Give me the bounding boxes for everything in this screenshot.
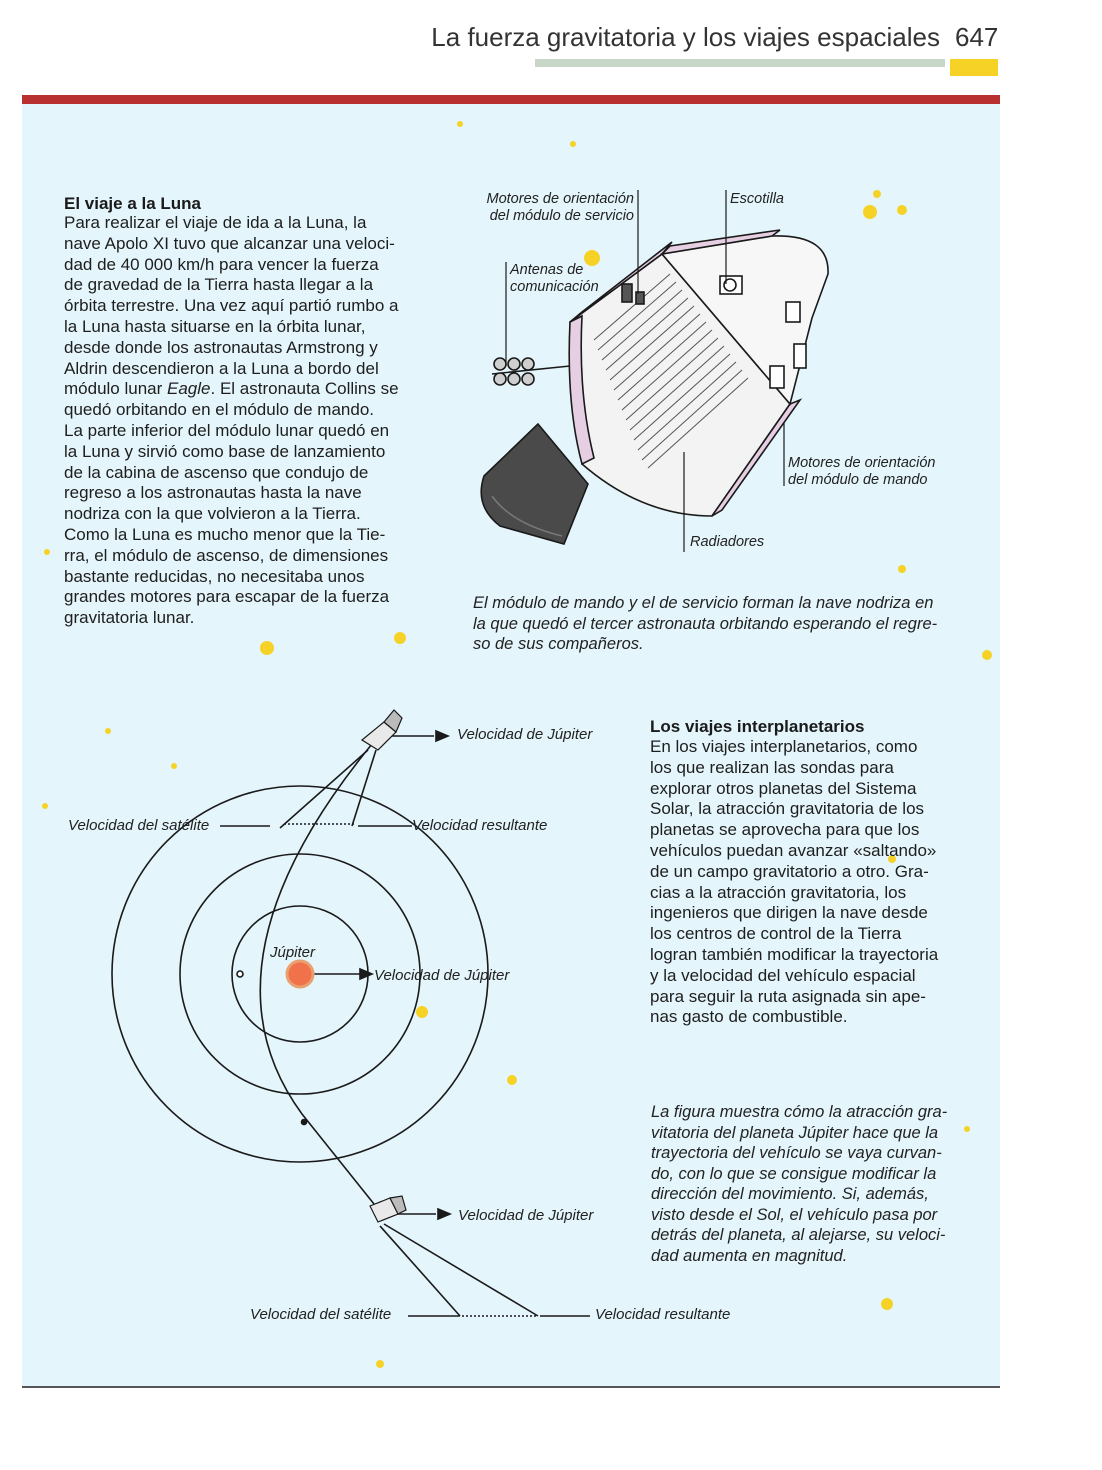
label-velocity-jupiter-mid: Velocidad de Júpiter bbox=[374, 967, 510, 984]
moon-body-text: Para realizar el viaje de ida a la Luna, la nave Apolo XI tuvo que alcanzar una veloci- dad de 40 000 km/h para vencer la fuerza de gravedad de la Tierra hasta llegar a la órbita terrestre. Una vez aquí partió rumbo a la Luna hasta situarse en la órbita lunar, desde donde los astronautas Armstrong y Aldrin descendieron a la Luna a bordo del módulo lunar Eagle. El astronauta Collins se quedó orbitando en el módulo de mando. La parte inferior del módulo lunar quedó en la Luna y sirvió como base de lanzamiento de la cabina de ascenso que condujo de regreso a los astronautas hasta la nave nodriza con la que volvieron a la Tierra. Como la Luna es mucho menor que la Tie- rra, el módulo de ascenso, de dimensiones bastante reducidas, no necesitaba unos grandes motores para escapar de la fuerza gravitatoria lunar. bbox=[64, 213, 399, 628]
interplanetary-body-text: En los viajes interplanetarios, como los que realizan las sondas para explorar otros planetas del Sistema Solar, la atracción gravitatoria de los planetas se aprovecha para que los vehículos puedan avanzar «saltando» de un campo gravitatorio a otro. Gra- cias a la atracción gravitatoria, los ingenieros que dirigen la nave desde los centros de control de la Tierra logran también modificar la trayectoria y la velocidad del vehículo espacial para seguir la ruta asignada sin ape- nas gasto de combustible. bbox=[650, 737, 939, 1027]
label-antennas: Antenas de comunicación bbox=[510, 262, 599, 295]
section-band bbox=[22, 95, 1000, 104]
section-title-moon: El viaje a la Luna bbox=[64, 194, 202, 213]
spacecraft-caption: El módulo de mando y el de servicio forman la nave nodriza en la que quedó el tercer astronauta orbitando esperando el regre- so de sus compañeros. bbox=[473, 594, 938, 653]
page-header-title: La fuerza gravitatoria y los viajes espaciales bbox=[431, 22, 940, 52]
label-velocity-jupiter-bottom: Velocidad de Júpiter bbox=[458, 1207, 594, 1224]
label-velocity-jupiter-top: Velocidad de Júpiter bbox=[457, 726, 593, 743]
section-title-interplanetary: Los viajes interplanetarios bbox=[650, 717, 865, 736]
label-service-thrusters: Motores de orientación del módulo de servicio bbox=[486, 191, 634, 224]
probe-icon-top bbox=[362, 710, 402, 750]
label-velocity-satellite-bottom: Velocidad del satélite bbox=[250, 1306, 392, 1323]
page-number: 647 bbox=[955, 22, 999, 52]
label-radiators: Radiadores bbox=[690, 534, 765, 550]
label-jupiter: Júpiter bbox=[270, 944, 316, 961]
header-rule bbox=[535, 59, 945, 67]
jupiter-diagram bbox=[112, 710, 593, 1316]
label-velocity-result-bottom: Velocidad resultante bbox=[595, 1306, 731, 1323]
jupiter-planet bbox=[287, 961, 313, 987]
label-velocity-satellite-top: Velocidad del satélite bbox=[68, 817, 210, 834]
label-hatch: Escotilla bbox=[730, 191, 784, 207]
probe-icon-bottom bbox=[370, 1196, 406, 1222]
label-command-thrusters: Motores de orientación del módulo de mando bbox=[788, 455, 936, 488]
jupiter-caption: La figura muestra cómo la atracción gra- vitatoria del planeta Júpiter hace que la trayectoria del vehículo se vaya curvan- do, con lo que se consigue modificar la dirección del movimiento. Si, además, visto desde el Sol, el vehículo pasa por detrás del planeta, al alejarse, su veloci- dad aumenta en magnitud. bbox=[651, 1103, 948, 1265]
header-tab-marker bbox=[950, 59, 998, 76]
label-velocity-result-top: Velocidad resultante bbox=[412, 817, 548, 834]
